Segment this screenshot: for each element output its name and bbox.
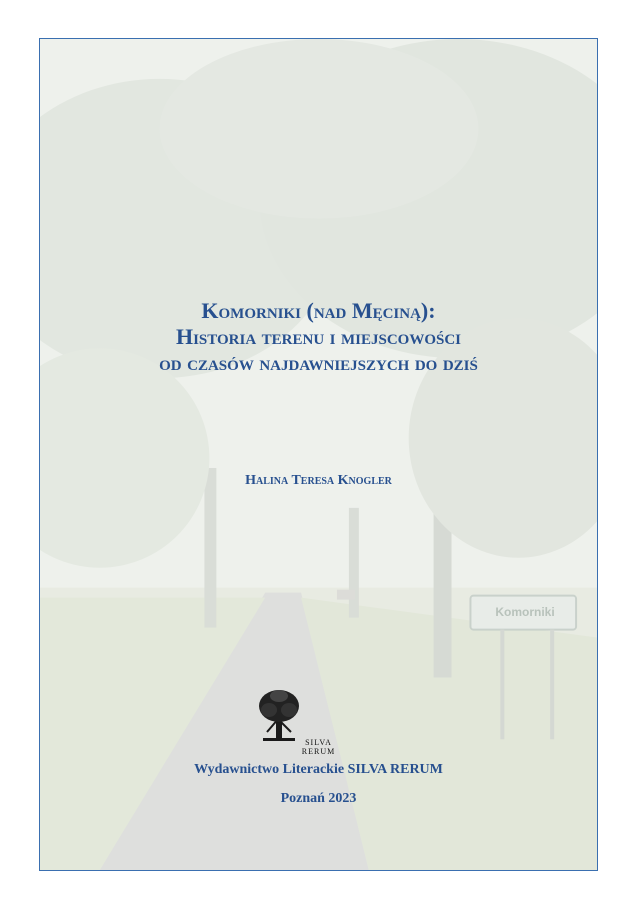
publisher-name: Wydawnictwo Literackie SILVA RERUM xyxy=(194,762,443,777)
title-line-1: Komorniki (nad Męciną): xyxy=(201,298,436,323)
publisher-logo-text xyxy=(0,738,637,756)
title-line-2: Historia terenu i miejscowości xyxy=(175,324,462,349)
logo-text-line-2: RERUM xyxy=(301,747,336,756)
place-year: Poznań 2023 xyxy=(280,791,357,806)
author-name: Halina Teresa Knogler xyxy=(245,473,392,488)
road-sign-text: Komorniki xyxy=(495,605,555,619)
book-title xyxy=(0,298,637,376)
logo-text-line-1: SILVA xyxy=(305,738,332,747)
title-line-3: od czasów najdawniejszych do dziś xyxy=(159,350,478,375)
